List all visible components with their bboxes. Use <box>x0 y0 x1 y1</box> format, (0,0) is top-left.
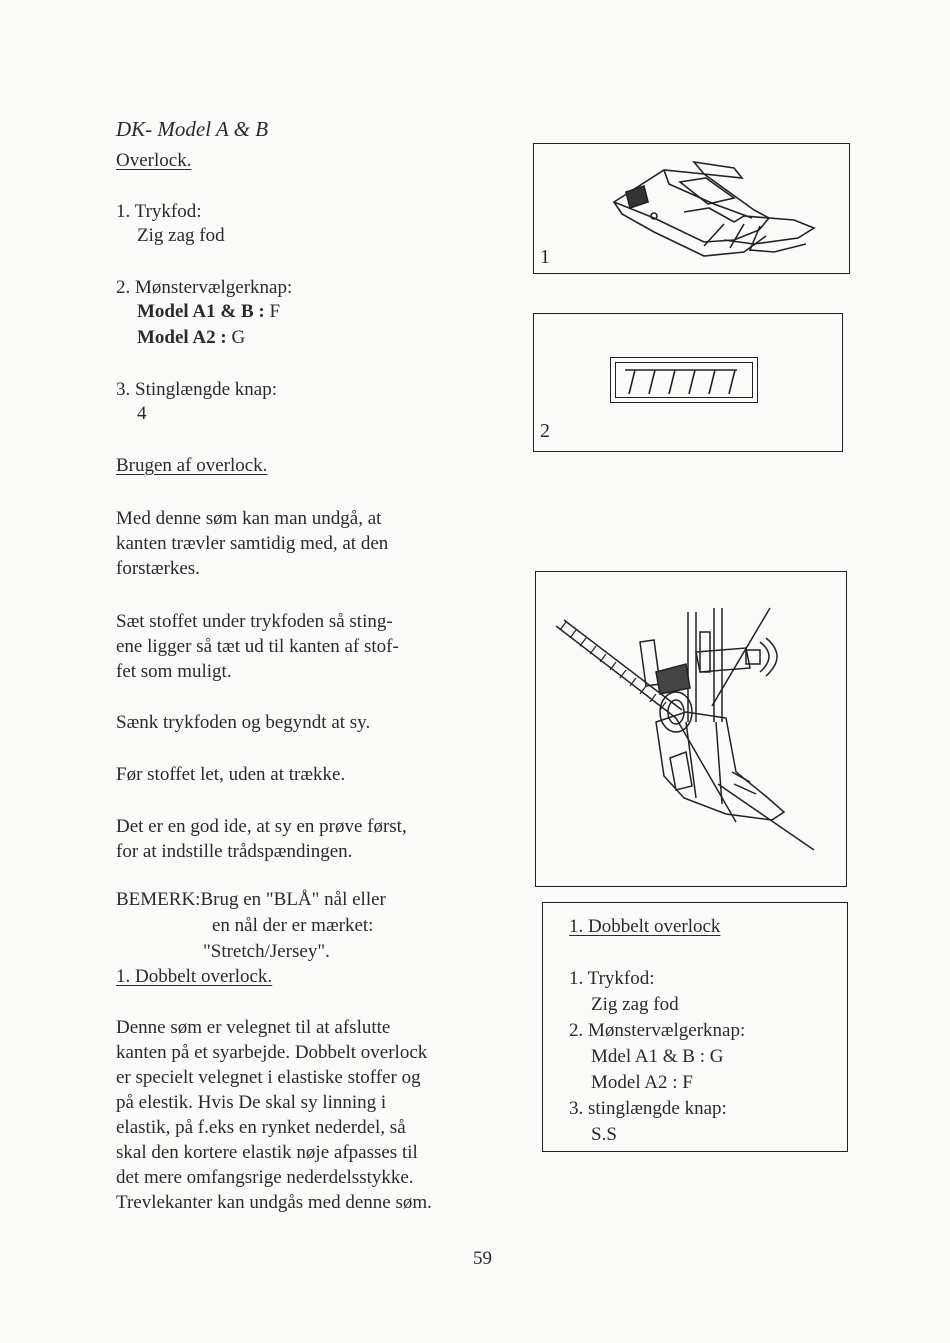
usage-p5-line2: for at indstille trådspændingen. <box>116 841 353 862</box>
usage-p1-line2: kanten trævler samtidig med, at den <box>116 533 389 554</box>
note-line2: en nål der er mærket: <box>212 915 374 936</box>
sidebox-line3: 2. Mønstervælgerknap: <box>569 1020 746 1041</box>
double-line4: på elestik. Hvis De skal sy linning i <box>116 1092 387 1113</box>
sidebox-line5: Model A2 : F <box>591 1072 693 1093</box>
model-a2-value: G <box>231 327 246 348</box>
double-line8: Trevlekanter kan undgås med denne søm. <box>116 1192 432 1213</box>
note-line1: BEMERK:Brug en "BLÅ" nål eller <box>116 889 386 910</box>
figure-3-sewing-illustration <box>535 571 847 887</box>
sidebox-line2: Zig zag fod <box>591 994 679 1015</box>
usage-p2-line1: Sæt stoffet under trykfoden så sting- <box>116 611 393 632</box>
sewing-machine-foot-fabric-drawing <box>536 572 846 886</box>
usage-p4: Før stoffet let, uden at trække. <box>116 764 346 785</box>
double-line3: er specielt velegnet i elastiske stoffer og <box>116 1067 421 1088</box>
overlock-stitch-icon <box>621 364 745 396</box>
double-line7: det mere omfangsrige nederdelsstykke. <box>116 1167 414 1188</box>
zigzag-foot-illustration <box>584 152 824 270</box>
sidebox-line1: 1. Trykfod: <box>569 968 655 989</box>
model-a1-b-value: F <box>269 301 281 322</box>
usage-p2-line3: fet som muligt. <box>116 661 232 682</box>
step-1-value: Zig zag fod <box>137 225 225 246</box>
page-number: 59 <box>473 1248 492 1269</box>
stitch-pattern-frame <box>610 357 758 403</box>
sidebox-heading: 1. Dobbelt overlock <box>569 916 721 937</box>
sidebox-line7: S.S <box>591 1124 617 1145</box>
double-overlock-heading: 1. Dobbelt overlock. <box>116 966 273 987</box>
usage-p2-line2: ene ligger så tæt ud til kanten af stof- <box>116 636 399 657</box>
step-2-label: 2. Mønstervælgerknap: <box>116 277 293 298</box>
step-2-model-a2 <box>137 326 245 350</box>
usage-p3: Sænk trykfoden og begyndt at sy. <box>116 712 371 733</box>
figure-1-presser-foot <box>533 143 850 274</box>
figure-2-stitch-pattern <box>533 313 843 452</box>
double-line6: skal den kortere elastik nøje afpasses til <box>116 1142 418 1163</box>
double-line2: kanten på et syarbejde. Dobbelt overlock <box>116 1042 428 1063</box>
double-line5: elastik, på f.eks en rynket nederdel, så <box>116 1117 406 1138</box>
note-line3: "Stretch/Jersey". <box>203 941 330 962</box>
usage-p5-line1: Det er en god ide, at sy en prøve først, <box>116 816 407 837</box>
page-title: DK- Model A & B <box>116 117 269 141</box>
usage-p1-line3: forstærkes. <box>116 558 200 579</box>
usage-p1-line1: Med denne søm kan man undgå, at <box>116 508 382 529</box>
model-a2-label: Model A2 : <box>137 327 227 348</box>
sidebox-line4: Mdel A1 & B : G <box>591 1046 724 1067</box>
model-a1-b-label: Model A1 & B : <box>137 301 265 322</box>
sidebox-line6: 3. stinglængde knap: <box>569 1098 727 1119</box>
step-2-model-a1-b <box>137 300 280 324</box>
section-heading-overlock: Overlock. <box>116 150 192 171</box>
step-3-value: 4 <box>137 403 147 424</box>
step-3-label: 3. Stinglængde knap: <box>116 379 277 400</box>
double-overlock-settings-box <box>542 902 848 1152</box>
figure-2-number: 2 <box>540 420 550 442</box>
figure-1-number: 1 <box>540 246 550 268</box>
usage-heading: Brugen af overlock. <box>116 455 268 476</box>
step-1-label: 1. Trykfod: <box>116 201 202 222</box>
double-line1: Denne søm er velegnet til at afslutte <box>116 1017 391 1038</box>
